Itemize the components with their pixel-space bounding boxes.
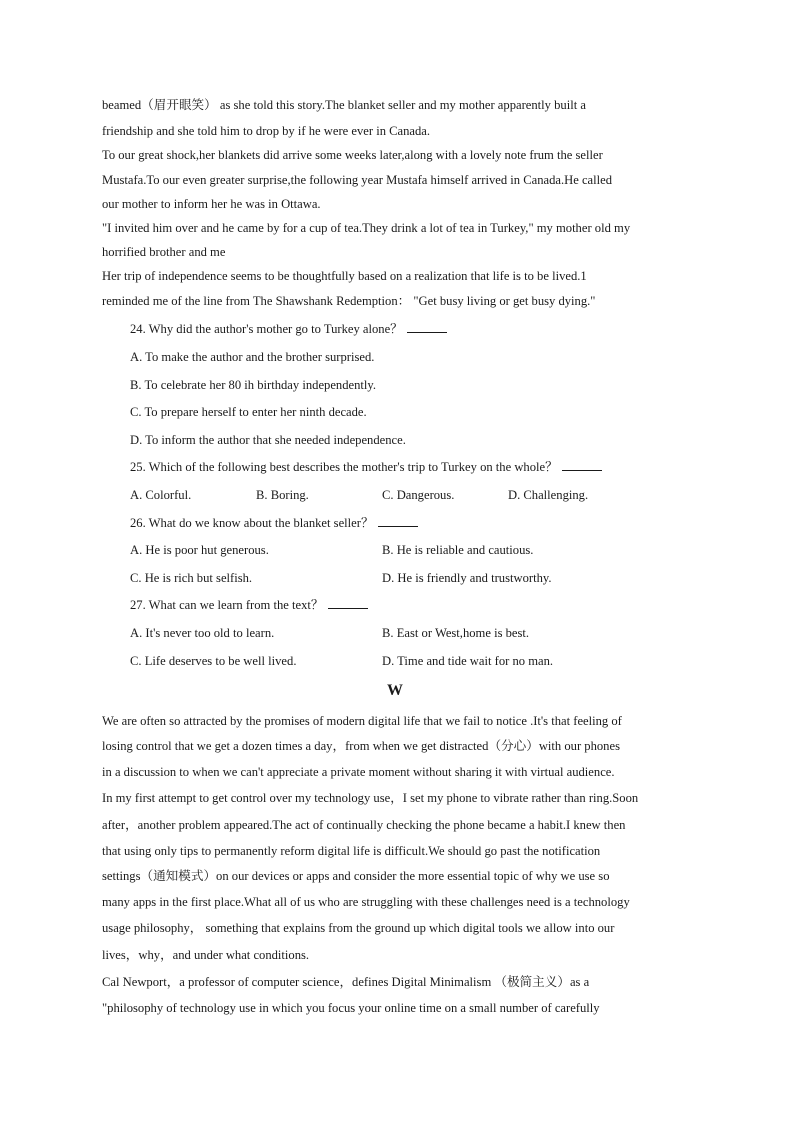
paragraph-line: We are often so attracted by the promises of modern digital life that we fail to notice .It's that feeling of <box>102 714 622 728</box>
option-b: B. East or West,home is best. <box>382 626 530 640</box>
option-a: A. Colorful. <box>130 488 192 502</box>
option-d: D. He is friendly and trustworthy. <box>382 571 552 585</box>
section-heading: W <box>387 682 403 699</box>
paragraph-line: Her trip of independence seems to be thoughtfully based on a realization that life is to be lived.1 <box>102 269 587 283</box>
option-a: A. He is poor hut generous. <box>130 543 269 557</box>
paragraph-line: Cal Newport，a professor of computer science，defines Digital Minimalism （极简主义）as a <box>102 975 590 989</box>
option-d: D. Time and tide wait for no man. <box>382 654 554 668</box>
option-b: B. To celebrate her 80 ih birthday independently. <box>130 378 377 392</box>
paragraph-line: losing control that we get a dozen times a day，from when we get distracted（分心）with our phones <box>102 739 620 753</box>
option-d: D. Challenging. <box>508 488 589 502</box>
option-a: A. To make the author and the brother surprised. <box>130 350 375 364</box>
paragraph-line: that using only tips to permanently reform digital life is difficult.We should go past the notification <box>102 844 601 858</box>
paragraph-line: horrified brother and me <box>102 245 226 259</box>
paragraph-line: friendship and she told him to drop by if he were ever in Canada. <box>102 124 431 138</box>
answer-blank <box>407 321 447 333</box>
option-a: A. It's never too old to learn. <box>130 626 275 640</box>
paragraph-line: In my first attempt to get control over my technology use，I set my phone to vibrate rather than ring.Soon <box>102 791 639 805</box>
option-c: C. He is rich but selfish. <box>130 571 253 585</box>
question-stem <box>130 597 368 613</box>
paragraph-line: reminded me of the line from The Shawshank Redemption： "Get busy living or get busy dying." <box>102 294 596 308</box>
question-stem <box>130 459 602 475</box>
paragraph-line: "philosophy of technology use in which you focus your online time on a small number of carefully <box>102 1001 600 1015</box>
question-text: 27. What can we learn from the text？ <box>130 598 324 612</box>
option-b: B. He is reliable and cautious. <box>382 543 534 557</box>
paragraph-line: usage philosophy， something that explains from the ground up which digital tools we allow into our <box>102 921 615 935</box>
paragraph-line: lives，why，and under what conditions. <box>102 948 310 962</box>
paragraph-line: settings（通知模式）on our devices or apps and consider the more essential topic of why we use so <box>102 869 610 883</box>
paragraph-line: in a discussion to when we can't appreciate a private moment without sharing it with virtual audience. <box>102 765 615 779</box>
answer-blank <box>328 597 368 609</box>
question-stem <box>130 515 418 531</box>
option-c: C. Dangerous. <box>382 488 455 502</box>
paragraph-line: many apps in the first place.What all of us who are struggling with these challenges need is a technology <box>102 895 630 909</box>
question-text: 25. Which of the following best describes the mother's trip to Turkey on the whole？ <box>130 460 558 474</box>
question-text: 26. What do we know about the blanket seller？ <box>130 516 374 530</box>
option-c: C. To prepare herself to enter her ninth decade. <box>130 405 367 419</box>
answer-blank <box>378 515 418 527</box>
paragraph-line: beamed（眉开眼笑） as she told this story.The blanket seller and my mother apparently built a <box>102 98 586 112</box>
paragraph-line: our mother to inform her he was in Ottawa. <box>102 197 321 211</box>
option-b: B. Boring. <box>256 488 309 502</box>
paragraph-line: after，another problem appeared.The act of continually checking the phone became a habit.I knew then <box>102 818 626 832</box>
question-stem <box>130 321 447 337</box>
option-d: D. To inform the author that she needed independence. <box>130 433 406 447</box>
question-text: 24. Why did the author's mother go to Turkey alone？ <box>130 322 403 336</box>
paragraph-line: Mustafa.To our even greater surprise,the following year Mustafa himself arrived in Canada.He called <box>102 173 613 187</box>
paragraph-line: "I invited him over and he came by for a cup of tea.They drink a lot of tea in Turkey," my mother old my <box>102 221 631 235</box>
paragraph-line: To our great shock,her blankets did arrive some weeks later,along with a lovely note frum the seller <box>102 148 603 162</box>
answer-blank <box>562 459 602 471</box>
option-c: C. Life deserves to be well lived. <box>130 654 297 668</box>
